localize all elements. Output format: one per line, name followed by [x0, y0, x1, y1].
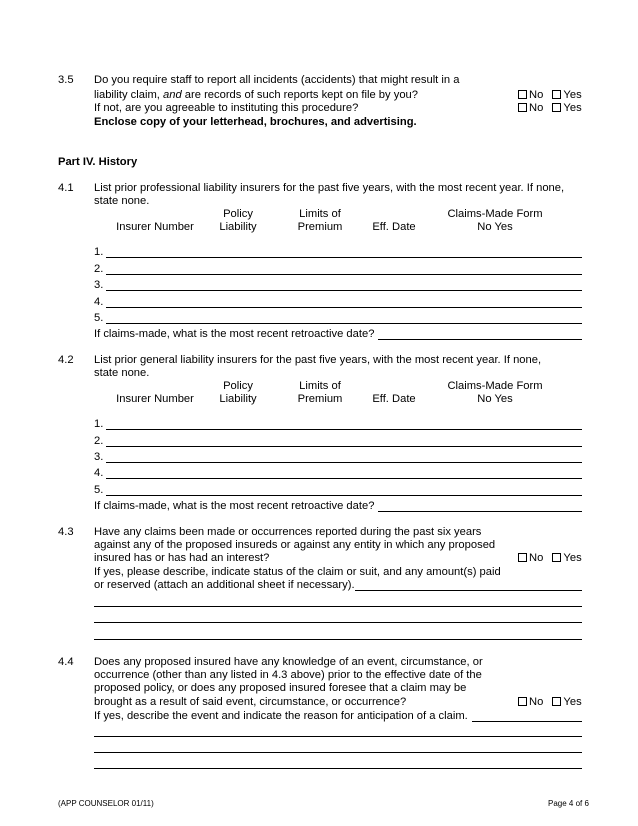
claims-made-header-line2: No Yes	[477, 393, 513, 406]
claim-description-line[interactable]	[94, 639, 582, 640]
insurer-row-5-label: 5.	[94, 312, 104, 324]
no-checkbox[interactable]	[518, 697, 527, 706]
insurer-number-header: Insurer Number	[116, 221, 194, 233]
yes-label: Yes	[563, 102, 582, 114]
yes-checkbox[interactable]	[552, 697, 561, 706]
section-4-3-number: 4.3	[58, 526, 74, 538]
insurer-row-3-field[interactable]	[106, 290, 582, 291]
policy-header-line2: Liability	[219, 393, 257, 406]
no-label: No	[529, 552, 544, 564]
insurer-row-4-field[interactable]	[106, 478, 582, 479]
yes-label: Yes	[563, 552, 582, 564]
section-4-4-line5: If yes, describe the event and indicate the reason for anticipation of a claim.	[94, 710, 468, 722]
yes-checkbox[interactable]	[552, 553, 561, 562]
section-3-5-enclose-note: Enclose copy of your letterhead, brochures, and advertising.	[94, 116, 417, 128]
section-3-5-line1: Do you require staff to report all incidents (accidents) that might result in a	[94, 74, 460, 86]
section-3-5-number: 3.5	[58, 74, 74, 86]
yes-label: Yes	[563, 696, 582, 708]
section-4-3-line2: against any of the proposed insureds or against any entity in which any proposed	[94, 539, 496, 551]
limits-header-line1: Limits of	[299, 208, 341, 220]
insurer-row-2-label: 2.	[94, 263, 104, 275]
insurer-row-5-field[interactable]	[106, 323, 582, 324]
section-3-5-line3: If not, are you agreeable to instituting this procedure?	[94, 102, 359, 114]
claim-description-field[interactable]	[355, 590, 582, 591]
section-3-5-line2-pre: liability claim,	[94, 89, 164, 101]
section-4-1-number: 4.1	[58, 182, 74, 194]
insurer-row-5-label: 5.	[94, 484, 104, 496]
insurer-number-header: Insurer Number	[116, 393, 194, 405]
page-number: Page 4 of 6	[548, 799, 589, 808]
section-4-4-number: 4.4	[58, 656, 74, 668]
no-checkbox[interactable]	[518, 90, 527, 99]
event-description-line[interactable]	[94, 752, 582, 753]
part-iv-heading: Part IV. History	[58, 156, 138, 168]
insurer-row-3-label: 3.	[94, 451, 104, 463]
section-4-4-line2: occurrence (other than any listed in 4.3 above) prior to the effective date of the	[94, 669, 482, 681]
section-4-1-line2: state none.	[94, 195, 150, 207]
no-label: No	[529, 89, 544, 101]
yes-checkbox[interactable]	[552, 90, 561, 99]
policy-liability-header	[210, 208, 266, 235]
claim-description-line[interactable]	[94, 606, 582, 607]
insurer-row-1-field[interactable]	[106, 257, 582, 258]
section-4-1-line1: List prior professional liability insurers for the past five years, with the most recent year. If none,	[94, 182, 565, 194]
insurer-row-4-field[interactable]	[106, 307, 582, 308]
section-4-2-number: 4.2	[58, 354, 74, 366]
section-3-5-line2-emphasis: and	[163, 89, 182, 101]
claims-made-header-line1: Claims-Made Form	[447, 380, 543, 392]
limits-header-line1: Limits of	[299, 380, 341, 392]
section-4-4-line4: brought as a result of said event, circumstance, or occurrence?	[94, 696, 407, 708]
claim-description-line[interactable]	[94, 622, 582, 623]
retro-date-field[interactable]	[378, 511, 582, 512]
section-4-3-line1: Have any claims been made or occurrences reported during the past six years	[94, 526, 482, 538]
insurer-row-2-field[interactable]	[106, 446, 582, 447]
insurer-row-5-field[interactable]	[106, 495, 582, 496]
insurer-row-2-field[interactable]	[106, 274, 582, 275]
no-checkbox[interactable]	[518, 103, 527, 112]
eff-date-header: Eff. Date	[372, 393, 416, 405]
insurer-row-4-label: 4.	[94, 467, 104, 479]
section-3-5-q2-answer	[518, 102, 582, 115]
section-4-2-line2: state none.	[94, 367, 150, 379]
insurer-row-1-label: 1.	[94, 246, 104, 258]
section-4-4-line1: Does any proposed insured have any knowledge of an event, circumstance, or	[94, 656, 483, 668]
no-label: No	[529, 696, 544, 708]
insurer-row-1-field[interactable]	[106, 429, 582, 430]
event-description-field[interactable]	[472, 721, 582, 722]
section-4-4-line3: proposed policy, or does any proposed insured foresee that a claim may be	[94, 682, 467, 694]
retro-date-field[interactable]	[378, 339, 582, 340]
section-3-5-q1-answer	[518, 89, 582, 102]
section-3-5-line2-post: are records of such reports kept on file by you?	[181, 89, 418, 101]
policy-header-line1: Policy	[223, 208, 253, 220]
retro-date-label: If claims-made, what is the most recent retroactive date?	[94, 328, 375, 340]
limits-header-line2: Premium	[297, 393, 343, 406]
claims-made-form-header	[440, 380, 550, 407]
section-4-3-answer	[518, 552, 582, 565]
yes-checkbox[interactable]	[552, 103, 561, 112]
claims-made-header-line1: Claims-Made Form	[447, 208, 543, 220]
form-code: (APP COUNSELOR 01/11)	[58, 799, 154, 808]
no-checkbox[interactable]	[518, 553, 527, 562]
insurer-row-1-label: 1.	[94, 418, 104, 430]
yes-label: Yes	[563, 89, 582, 101]
section-4-2-line1: List prior general liability insurers for the past five years, with the most recent year. If none,	[94, 354, 542, 366]
claims-made-header-line2: No Yes	[477, 221, 513, 234]
eff-date-header: Eff. Date	[372, 221, 416, 233]
policy-header-line2: Liability	[219, 221, 257, 234]
limits-premium-header	[288, 208, 352, 235]
insurer-row-2-label: 2.	[94, 435, 104, 447]
event-description-line[interactable]	[94, 736, 582, 737]
policy-liability-header	[210, 380, 266, 407]
limits-header-line2: Premium	[297, 221, 343, 234]
limits-premium-header	[288, 380, 352, 407]
insurer-row-4-label: 4.	[94, 296, 104, 308]
section-4-3-line5: or reserved (attach an additional sheet if necessary).	[94, 579, 355, 591]
section-4-4-answer	[518, 696, 582, 709]
no-label: No	[529, 102, 544, 114]
section-4-3-line3: insured has or has had an interest?	[94, 552, 270, 564]
insurer-row-3-label: 3.	[94, 279, 104, 291]
insurer-row-3-field[interactable]	[106, 462, 582, 463]
event-description-line[interactable]	[94, 768, 582, 769]
policy-header-line1: Policy	[223, 380, 253, 392]
section-3-5-line2	[94, 89, 418, 102]
claims-made-form-header	[440, 208, 550, 235]
retro-date-label: If claims-made, what is the most recent retroactive date?	[94, 500, 375, 512]
section-4-3-line4: If yes, please describe, indicate status of the claim or suit, and any amount(s) paid	[94, 566, 501, 578]
